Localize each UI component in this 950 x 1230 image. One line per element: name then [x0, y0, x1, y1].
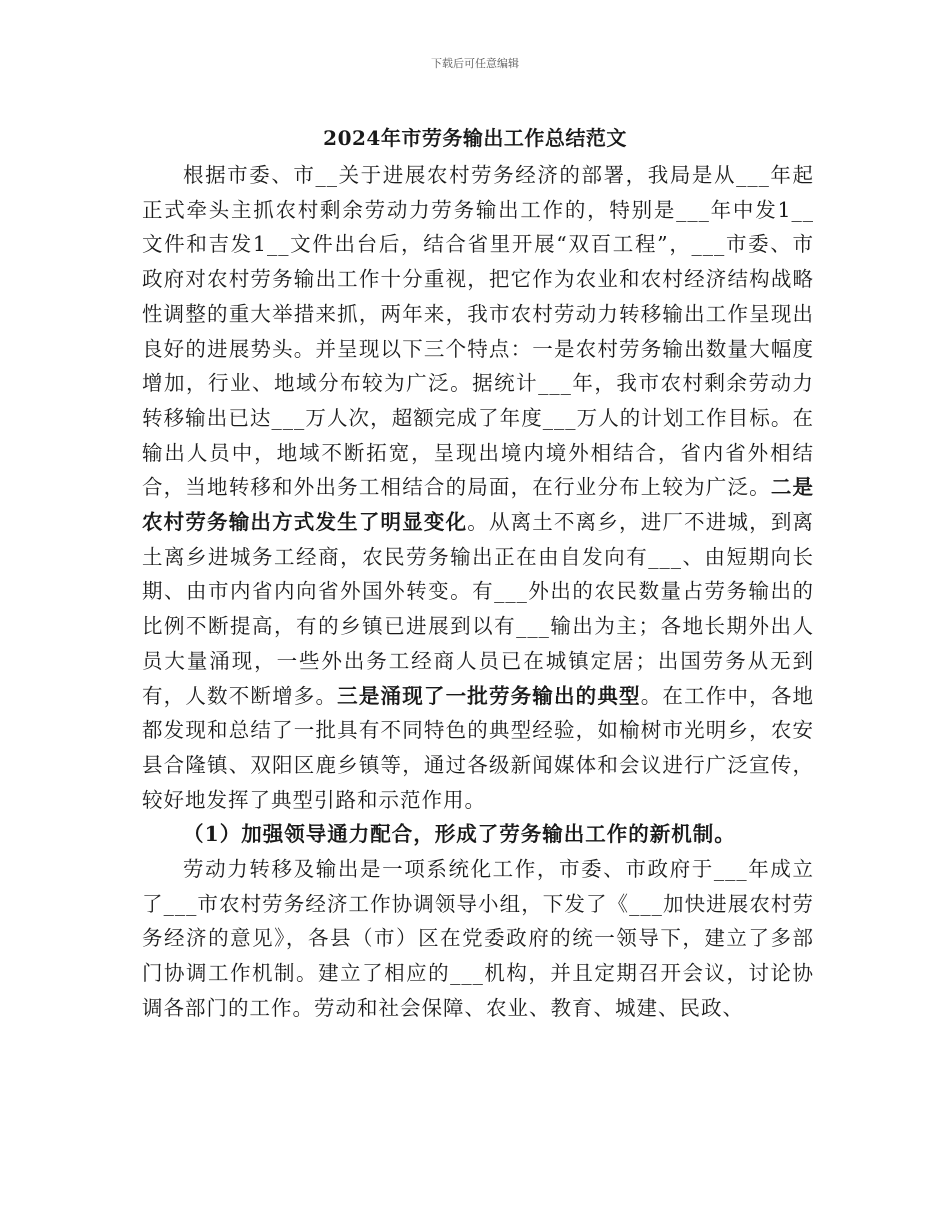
header-note: 下载后可任意编辑 [431, 57, 519, 70]
paragraph-1-text-a: 根据市委、市__关于进展农村劳务经济的部署，我局是从___年起正式牵头主抓农村剩余劳动力劳务输出工作的，特别是___年中发1__文件和吉发1__文件出台后，结合省里开展“双百工程”，___市委、市政府对农村劳务输出工作十分重视，把它作为农业和农村经济结构战略性调整的重大举措来抓，两年来，我市农村劳动力转移输出工作呈现出良好的进展势头。并呈现以下三个特点：一是农村劳务输出数量大幅度增加，行业、地域分布较为广泛。据统计___年，我市农村剩余劳动力转移输出已达___万人次，超额完成了年度___万人的计划工作目标。在输出人员中，地域不断拓宽，呈现出境内境外相结合，省内省外相结合，当地转移和外出务工相结合的局面，在行业分布上较为广泛。 [142, 163, 814, 500]
paragraph-1-text-c: 。从离土不离乡，进厂不进城，到离土离乡进城务工经商，农民劳务输出正在由自发向有___、由短期向长期、由市内省内向省外国外转变。有___外出的农民数量占劳务输出的比例不断提高，有的乡镇已进展到以有___输出为主；各地长期外出人员大量涌现，一些外出务工经商人员已在城镇定居；出国劳务从无到有，人数不断增多。 [142, 510, 814, 708]
paragraph-1-bold-point-3: 三是涌现了一批劳务输出的典型 [337, 683, 641, 708]
section-heading-1: （1）加强领导通力配合，形成了劳务输出工作的新机制。 [183, 822, 736, 847]
paragraph-1-text-e: 。在工作中，各地都发现和总结了一批具有不同特色的典型经验，如榆树市光明乡，农安县合隆镇、双阳区鹿乡镇等，通过各级新闻媒体和会议进行广泛宣传，较好地发挥了典型引路和示范作用。 [142, 683, 815, 812]
document-title: 2024年市劳务输出工作总结范文 [323, 126, 627, 150]
document-body [142, 158, 814, 1026]
paragraph-1-bold-point-2: 二是农村劳务输出方式发生了明显变化 [142, 475, 815, 535]
paragraph-2: 劳动力转移及输出是一项系统化工作，市委、市政府于___年成立了___市农村劳务经济工作协调领导小组，下发了《___加快进展农村劳务经济的意见》，各县（市）区在党委政府的统一领导下，建立了多部门协调工作机制。建立了相应的___机构，并且定期召开会议，讨论协调各部门的工作。劳动和社会保障、农业、教育、城建、民政、 [142, 857, 814, 1020]
paragraph-1 [142, 158, 814, 817]
